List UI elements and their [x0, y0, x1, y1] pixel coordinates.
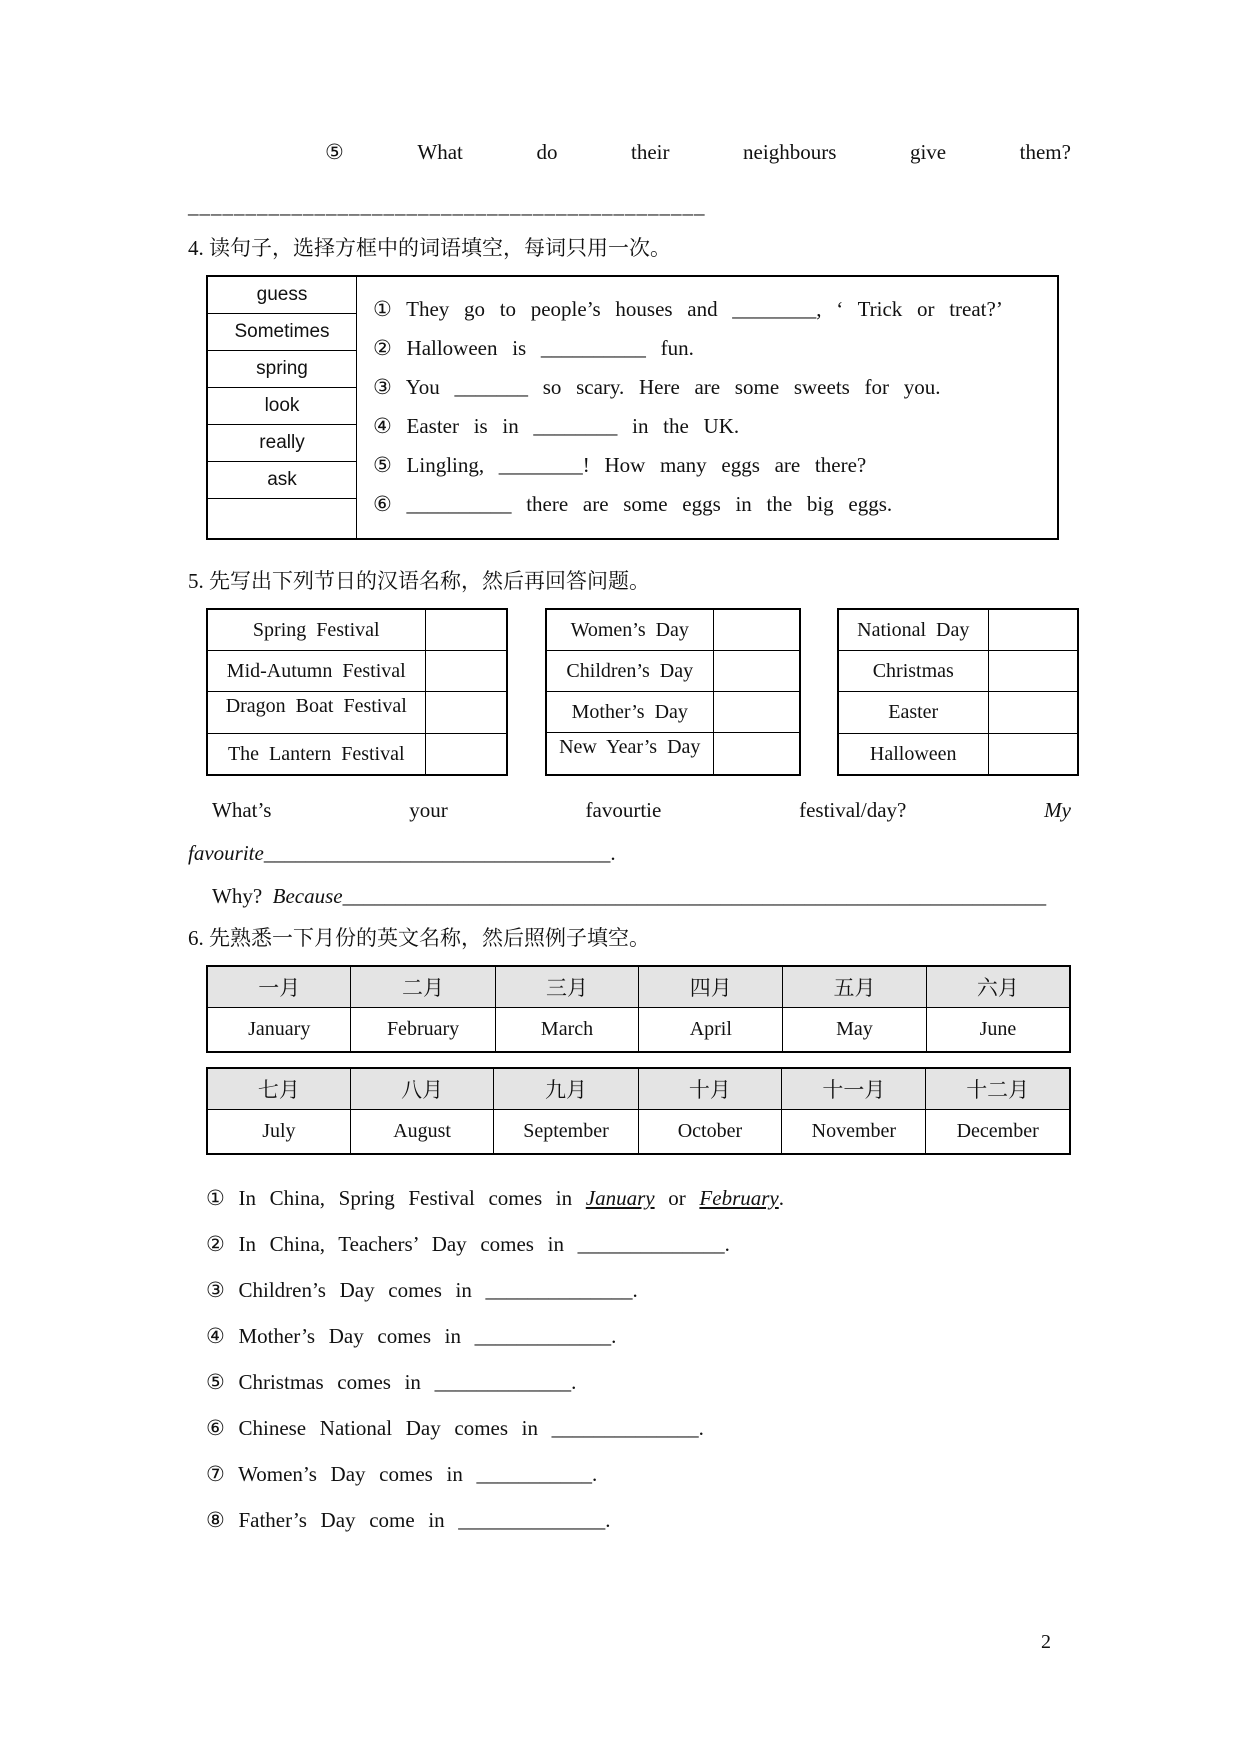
- table-row: [838, 609, 1078, 650]
- fill-in-sentence: ③ Children’s Day comes in ______________.: [206, 1277, 638, 1302]
- fill-in-sentence: ④ Mother’s Day comes in _____________.: [206, 1323, 617, 1348]
- word-bank-item: really: [208, 425, 356, 462]
- fill-in-sentence: ② In China, Teachers’ Day comes in ______________.: [206, 1231, 730, 1256]
- example-period: .: [778, 1185, 784, 1210]
- answer-blank-cell: [988, 692, 1078, 733]
- word-bank-empty-space: [208, 499, 356, 538]
- month-en: December: [926, 1110, 1070, 1154]
- question-5-word: do: [536, 140, 558, 164]
- question-5-word: them?: [1019, 140, 1071, 164]
- section-5-heading: 5. 先写出下列节日的汉语名称，然后再回答问题。: [188, 569, 650, 593]
- fill-in-sentences-column: [357, 277, 1057, 538]
- answer-start-word: My: [1044, 797, 1071, 822]
- table-row: [207, 1110, 1070, 1154]
- month-en: May: [783, 1008, 927, 1052]
- table-row: [546, 732, 800, 775]
- festival-name: Halloween: [838, 733, 988, 774]
- example-answer: February: [699, 1185, 779, 1210]
- festival-name: Mother’s Day: [546, 691, 714, 732]
- table-row: [207, 609, 507, 650]
- festival-tables-row: [206, 608, 1079, 776]
- question-5-word: give: [909, 140, 947, 164]
- table-row: [207, 691, 507, 733]
- month-en: August: [350, 1110, 494, 1154]
- month-zh: 四月: [639, 966, 783, 1008]
- month-zh: 九月: [494, 1068, 638, 1110]
- answer-blank-line: _____________________________________________: [188, 194, 706, 218]
- month-zh: 七月: [207, 1068, 350, 1110]
- fill-in-sentence: ⑦ Women’s Day comes in ___________.: [206, 1461, 598, 1486]
- word-bank-item: guess: [208, 277, 356, 314]
- festival-table-international: [545, 608, 801, 776]
- month-en: October: [638, 1110, 782, 1154]
- answer-blank-cell: [425, 691, 507, 733]
- question-5-word: neighbours: [743, 140, 837, 164]
- fill-in-sentence: ⑤ Lingling, ________! How many eggs are there?: [373, 453, 867, 477]
- fill-in-sentence: ① They go to people’s houses and ________, ‘ Trick or treat?’: [373, 297, 1003, 321]
- festival-name: Spring Festival: [207, 609, 425, 650]
- example-prefix: ① In China, Spring Festival comes in: [206, 1185, 573, 1210]
- fill-in-sentence: ⑥ __________ there are some eggs in the big eggs.: [373, 492, 893, 516]
- word-bank-item: spring: [208, 351, 356, 388]
- word-bank-column: [208, 277, 357, 538]
- example-sentence: [206, 1185, 1071, 1212]
- answer-blank-cell: [988, 609, 1078, 650]
- table-row: [207, 1008, 1070, 1052]
- table-row: [546, 691, 800, 732]
- period: .: [610, 840, 616, 865]
- festival-table-western: [837, 608, 1079, 776]
- question-5-number: ⑤: [325, 140, 344, 164]
- table-row: [838, 650, 1078, 691]
- question-word: festival/day?: [799, 797, 907, 822]
- section-4-heading: 4. 读句子，选择方框中的词语填空，每词只用一次。: [188, 236, 671, 260]
- festival-name: Children’s Day: [546, 650, 714, 691]
- table-row: [207, 650, 507, 691]
- months-table-jan-jun: [206, 965, 1071, 1053]
- why-label: Why?: [212, 883, 263, 908]
- answer-blank-cell: [425, 733, 507, 774]
- festival-name: Mid-Autumn Festival: [207, 650, 425, 691]
- month-zh: 六月: [926, 966, 1070, 1008]
- word-bank-item: ask: [208, 462, 356, 499]
- answer-blank-cell: [714, 732, 800, 775]
- favourite-answer-line: [188, 841, 1071, 866]
- fill-in-sentence: ⑧ Father’s Day come in ______________.: [206, 1507, 611, 1532]
- month-en: November: [782, 1110, 926, 1154]
- festival-name: Christmas: [838, 650, 988, 691]
- word-bank-exercise-table: [206, 275, 1059, 540]
- festival-name: National Day: [838, 609, 988, 650]
- month-zh: 一月: [207, 966, 351, 1008]
- festival-name: The Lantern Festival: [207, 733, 425, 774]
- festival-name: Dragon Boat Festival: [207, 691, 425, 733]
- question-word: favourtie: [585, 797, 662, 822]
- because-word: Because: [272, 883, 343, 908]
- month-zh: 五月: [783, 966, 927, 1008]
- question-5-word: What: [417, 140, 463, 164]
- fill-in-sentence: ⑥ Chinese National Day comes in ______________.: [206, 1415, 704, 1440]
- month-en: July: [207, 1110, 350, 1154]
- question-word: your: [409, 797, 448, 822]
- month-zh: 十一月: [782, 1068, 926, 1110]
- month-zh: 十月: [638, 1068, 782, 1110]
- month-en: February: [351, 1008, 495, 1052]
- example-answer: January: [585, 1185, 655, 1210]
- table-row: [546, 609, 800, 650]
- fill-in-sentence: ② Halloween is __________ fun.: [373, 336, 694, 360]
- answer-blank-cell: [988, 733, 1078, 774]
- fill-in-sentence: ⑤ Christmas comes in _____________.: [206, 1369, 577, 1394]
- page-number: 2: [1041, 1631, 1051, 1653]
- example-conjunction: or: [668, 1185, 686, 1210]
- table-row: [838, 733, 1078, 774]
- table-row: [546, 650, 800, 691]
- festival-name: New Year’s Day: [546, 732, 714, 775]
- month-zh: 八月: [350, 1068, 494, 1110]
- month-en: March: [495, 1008, 639, 1052]
- festival-table-chinese: [206, 608, 508, 776]
- month-en: September: [494, 1110, 638, 1154]
- month-fill-in-list: [206, 1185, 1071, 1534]
- answer-blank-cell: [425, 609, 507, 650]
- answer-blank-cell: [714, 650, 800, 691]
- table-row: [207, 966, 1070, 1008]
- answer-blank-cell: [714, 691, 800, 732]
- month-en: April: [639, 1008, 783, 1052]
- festival-name: Women’s Day: [546, 609, 714, 650]
- because-blank: ___________________________________________________________________: [342, 883, 1047, 908]
- question-5-word: their: [631, 140, 670, 164]
- fill-in-sentence: ③ You _______ so scary. Here are some sweets for you.: [373, 375, 941, 399]
- word-bank-item: look: [208, 388, 356, 425]
- month-zh: 三月: [495, 966, 639, 1008]
- answer-blank-cell: [425, 650, 507, 691]
- month-en: June: [926, 1008, 1070, 1052]
- table-row: [207, 1068, 1070, 1110]
- why-question-line: [212, 884, 1071, 909]
- months-table-jul-dec: [206, 1067, 1071, 1155]
- fill-in-sentence: ④ Easter is in ________ in the UK.: [373, 414, 740, 438]
- month-zh: 二月: [351, 966, 495, 1008]
- question-5-line: [325, 140, 1071, 165]
- favourite-question-line: [212, 798, 1071, 823]
- answer-blank: _________________________________: [263, 840, 611, 865]
- month-zh: 十二月: [926, 1068, 1070, 1110]
- festival-name: Easter: [838, 692, 988, 733]
- table-row: [838, 692, 1078, 733]
- answer-word: favourite: [188, 840, 264, 865]
- month-en: January: [207, 1008, 351, 1052]
- question-word: What’s: [212, 797, 272, 822]
- word-bank-item: Sometimes: [208, 314, 356, 351]
- answer-blank-cell: [988, 650, 1078, 691]
- section-6-heading: 6. 先熟悉一下月份的英文名称，然后照例子填空。: [188, 925, 650, 950]
- table-row: [207, 733, 507, 774]
- answer-blank-cell: [714, 609, 800, 650]
